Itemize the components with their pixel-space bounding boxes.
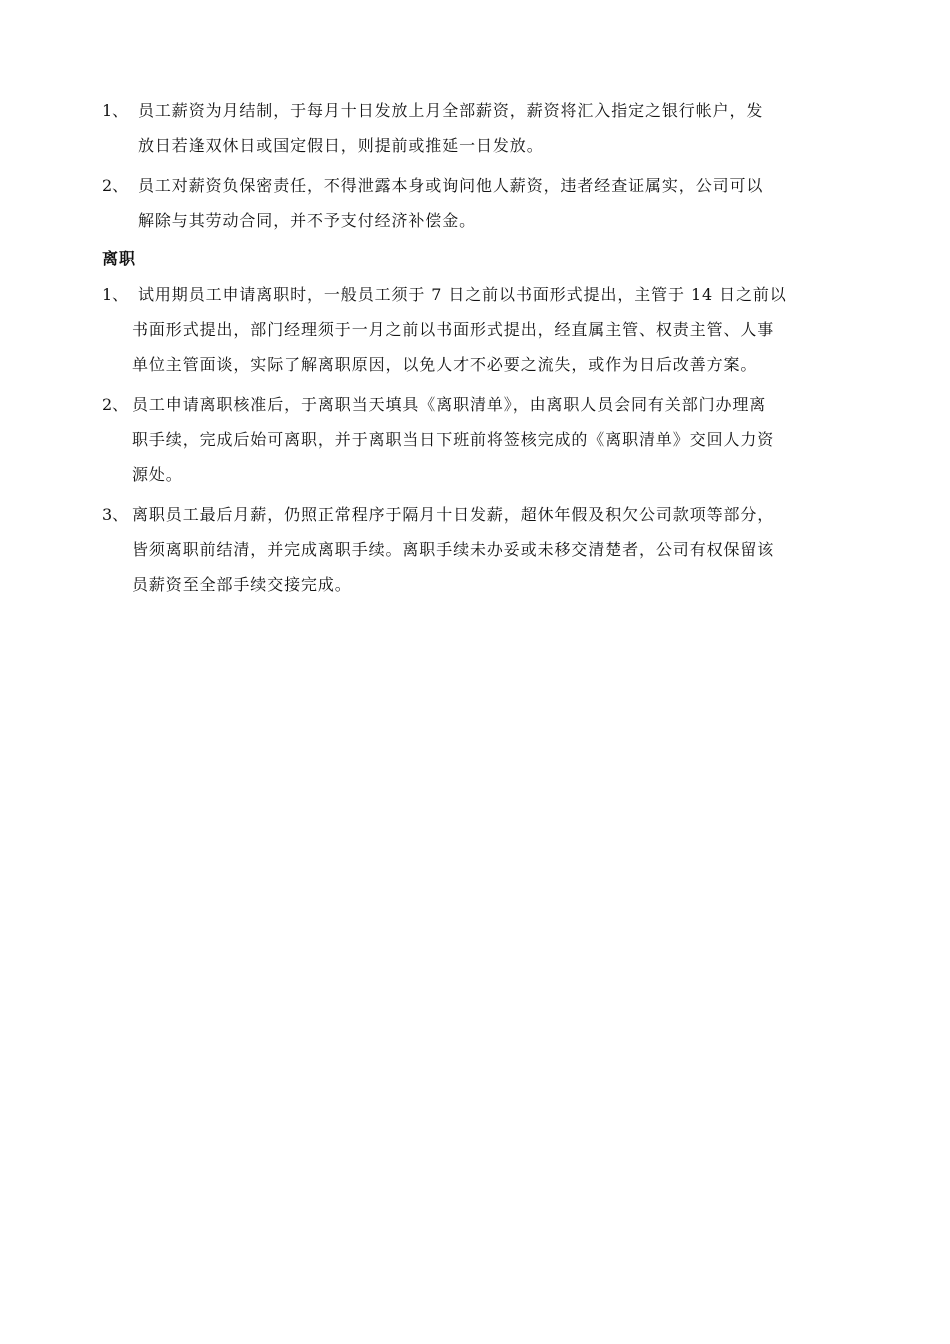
item-text-line: 解除与其劳动合同，并不予支付经济补偿金。 <box>138 211 477 230</box>
salary-item-1 <box>102 93 862 163</box>
resignation-item-3 <box>102 497 862 602</box>
item-text-line: 员工申请离职核准后，于离职当天填具《离职清单》，由离职人员会同有关部门办理离 <box>132 395 767 414</box>
section-heading-resignation: 离职 <box>102 249 137 268</box>
item-number: 2、 <box>102 176 129 195</box>
item-text-line: 单位主管面谈，实际了解离职原因，以免人才不必要之流失，或作为日后改善方案。 <box>132 355 758 374</box>
item-text-line: 离职员工最后月薪，仍照正常程序于隔月十日发薪，超休年假及积欠公司款项等部分， <box>132 505 775 524</box>
salary-item-2 <box>102 168 862 238</box>
item-text-line: 试用期员工申请离职时，一般员工须于 7 日之前以书面形式提出，主管于 14 日之前以 <box>138 285 787 304</box>
item-number: 2、 <box>102 395 129 414</box>
item-text-line: 员工薪资为月结制，于每月十日发放上月全部薪资，薪资将汇入指定之银行帐户，发 <box>138 101 764 120</box>
item-text-line: 员薪资至全部手续交接完成。 <box>132 575 352 594</box>
item-text-line: 源处。 <box>132 465 183 484</box>
item-number: 1、 <box>102 285 129 304</box>
item-text-line: 员工对薪资负保密责任，不得泄露本身或询问他人薪资，违者经查证属实，公司可以 <box>138 176 764 195</box>
item-number: 3、 <box>102 505 129 524</box>
item-text-line: 职手续，完成后始可离职，并于离职当日下班前将签核完成的《离职清单》交回人力资 <box>132 430 775 449</box>
item-text-line: 书面形式提出，部门经理须于一月之前以书面形式提出，经直属主管、权责主管、人事 <box>132 320 775 339</box>
item-text-line: 皆须离职前结清，并完成离职手续。离职手续未办妥或未移交清楚者，公司有权保留该 <box>132 540 775 559</box>
item-number: 1、 <box>102 101 129 120</box>
item-text-line: 放日若逢双休日或国定假日，则提前或推延一日发放。 <box>138 136 544 155</box>
resignation-item-1 <box>102 277 862 382</box>
resignation-item-2 <box>102 387 862 492</box>
